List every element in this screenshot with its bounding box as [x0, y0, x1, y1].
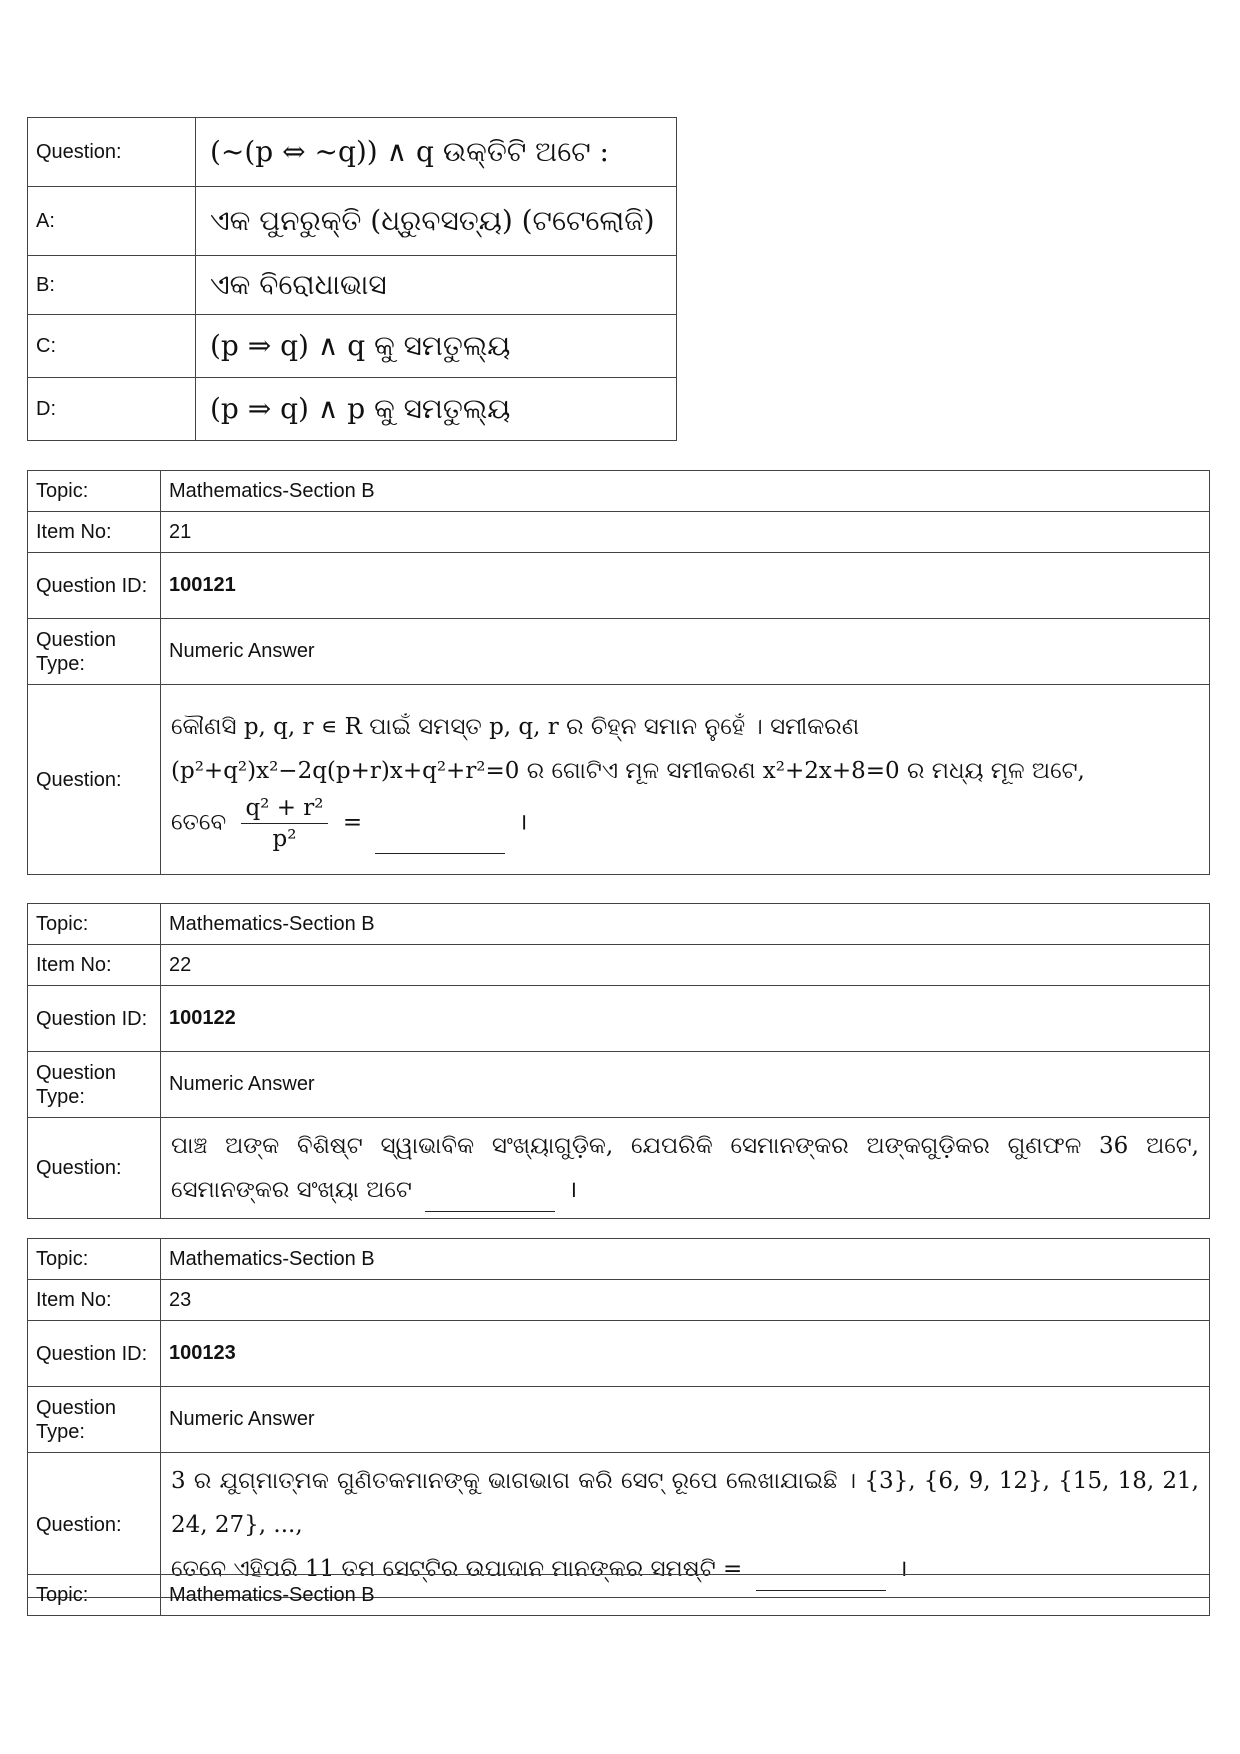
question-type-label: Question Type: [28, 1052, 161, 1118]
question-line-text: ତେବେ ଏହିପରି 11 ତମ ସେଟ୍‌ଟିର ଉପାଦାନ ମାନଙ୍କର ସମଷ୍ଟି = [171, 1556, 743, 1582]
question-id-label: Question ID: [28, 1321, 161, 1387]
question-id-value: 100122 [161, 986, 1210, 1052]
item-no-label: Item No: [28, 945, 161, 986]
question-id-value: 100123 [161, 1321, 1210, 1387]
item-table-21 [27, 470, 1210, 875]
item-table-23 [27, 1238, 1210, 1598]
item-no-value: 23 [161, 1280, 1210, 1321]
question-label: Question: [28, 1453, 161, 1598]
end-mark: । [898, 1556, 908, 1582]
question-line: କୌଣସି p, q, r ∊ R ପାଇଁ ସମସ୍ତ p, q, r ର ଚିହ୍ନ ସମାନ ନୁହେଁ । ସମୀକରଣ [171, 714, 860, 740]
equals-sign: = [342, 809, 363, 836]
question-line: (p²+q²)x²−2q(p+r)x+q²+r²=0 ର ଗୋଟିଏ ମୂଳ ସମୀକରଣ x²+2x+8=0 ର ମଧ୍ୟ ମୂଳ ଅଟେ, [171, 758, 1085, 784]
item-no-label: Item No: [28, 512, 161, 553]
item-table-22 [27, 903, 1210, 1219]
option-text-a: ଏକ ପୁନରୁକ୍ତି (ଧ୍ରୁବସତ୍ୟ) (ଟଟେଲୋଜି) [196, 187, 677, 256]
item-table-24 [27, 1574, 1210, 1616]
question-type-value: Numeric Answer [161, 619, 1210, 685]
option-row-c[interactable] [28, 315, 677, 378]
question-id-value: 100121 [161, 553, 1210, 619]
question-id-label: Question ID: [28, 986, 161, 1052]
option-label-c: C: [28, 315, 196, 378]
question-id-label: Question ID: [28, 553, 161, 619]
topic-value: Mathematics-Section B [161, 471, 1210, 512]
item-no-label: Item No: [28, 1280, 161, 1321]
topic-value: Mathematics-Section B [161, 1575, 1210, 1616]
prev-question-text: (~(p ⇔ ~q)) ∧ q ଉକ୍ତିଟି ଅଟେ : [196, 118, 677, 187]
end-mark: । [568, 1177, 578, 1203]
item-no-value: 22 [161, 945, 1210, 986]
topic-value: Mathematics-Section B [161, 1239, 1210, 1280]
option-row-a[interactable] [28, 187, 677, 256]
question-type-label: Question Type: [28, 619, 161, 685]
option-text-c: (p ⇒ q) ∧ q କୁ ସମତୁଲ୍ୟ [196, 315, 677, 378]
option-label-d: D: [28, 378, 196, 441]
question-label: Question: [28, 1118, 161, 1219]
then-word: ତେବେ [171, 809, 227, 836]
fraction-denominator: p² [272, 826, 297, 852]
prev-question-row [28, 118, 677, 187]
end-mark: । [518, 809, 528, 836]
question-text: ପାଞ୍ଚ ଅଙ୍କ ବିଶିଷ୍ଟ ସ୍ୱାଭାବିକ ସଂଖ୍ୟାଗୁଡ଼ିକ, ଯେପରିକି ସେମାନଙ୍କର ଅଙ୍କଗୁଡ଼ିକର ଗୁଣଫଳ 36 ଅଟେ, ସେମାନଙ୍କର ସଂଖ୍ୟା ଅଟେ [171, 1133, 1199, 1203]
item-no-value: 21 [161, 512, 1210, 553]
option-text-d: (p ⇒ q) ∧ p କୁ ସମତୁଲ୍ୟ [196, 378, 677, 441]
topic-label: Topic: [28, 471, 161, 512]
question-label: Question: [28, 118, 196, 187]
question-body [161, 1118, 1210, 1219]
question-label: Question: [28, 685, 161, 875]
question-type-value: Numeric Answer [161, 1052, 1210, 1118]
question-type-label: Question Type: [28, 1387, 161, 1453]
answer-blank[interactable] [375, 831, 505, 854]
option-row-b[interactable] [28, 256, 677, 315]
topic-label: Topic: [28, 1575, 161, 1616]
option-label-a: A: [28, 187, 196, 256]
option-row-d[interactable] [28, 378, 677, 441]
answer-blank[interactable] [425, 1189, 555, 1212]
question-line: 3 ର ଯୁଗ୍ମାତ୍ମକ ଗୁଣିତକମାନଙ୍କୁ ଭାଗଭାଗ କରି ସେଟ୍ ରୂପେ ଲେଖାଯାଇଛି । {3}, {6, 9, 12}, {15, 18, 21, 24, 27}, ..., [171, 1468, 1199, 1538]
question-body [161, 685, 1210, 875]
fraction [241, 793, 327, 854]
topic-label: Topic: [28, 904, 161, 945]
topic-value: Mathematics-Section B [161, 904, 1210, 945]
fraction-numerator: q² + r² [241, 793, 327, 824]
option-label-b: B: [28, 256, 196, 315]
question-type-value: Numeric Answer [161, 1387, 1210, 1453]
question-line [171, 793, 1199, 854]
topic-label: Topic: [28, 1239, 161, 1280]
option-text-b: ଏକ ବିରୋଧାଭାସ [196, 256, 677, 315]
prev-question-table [27, 117, 677, 441]
